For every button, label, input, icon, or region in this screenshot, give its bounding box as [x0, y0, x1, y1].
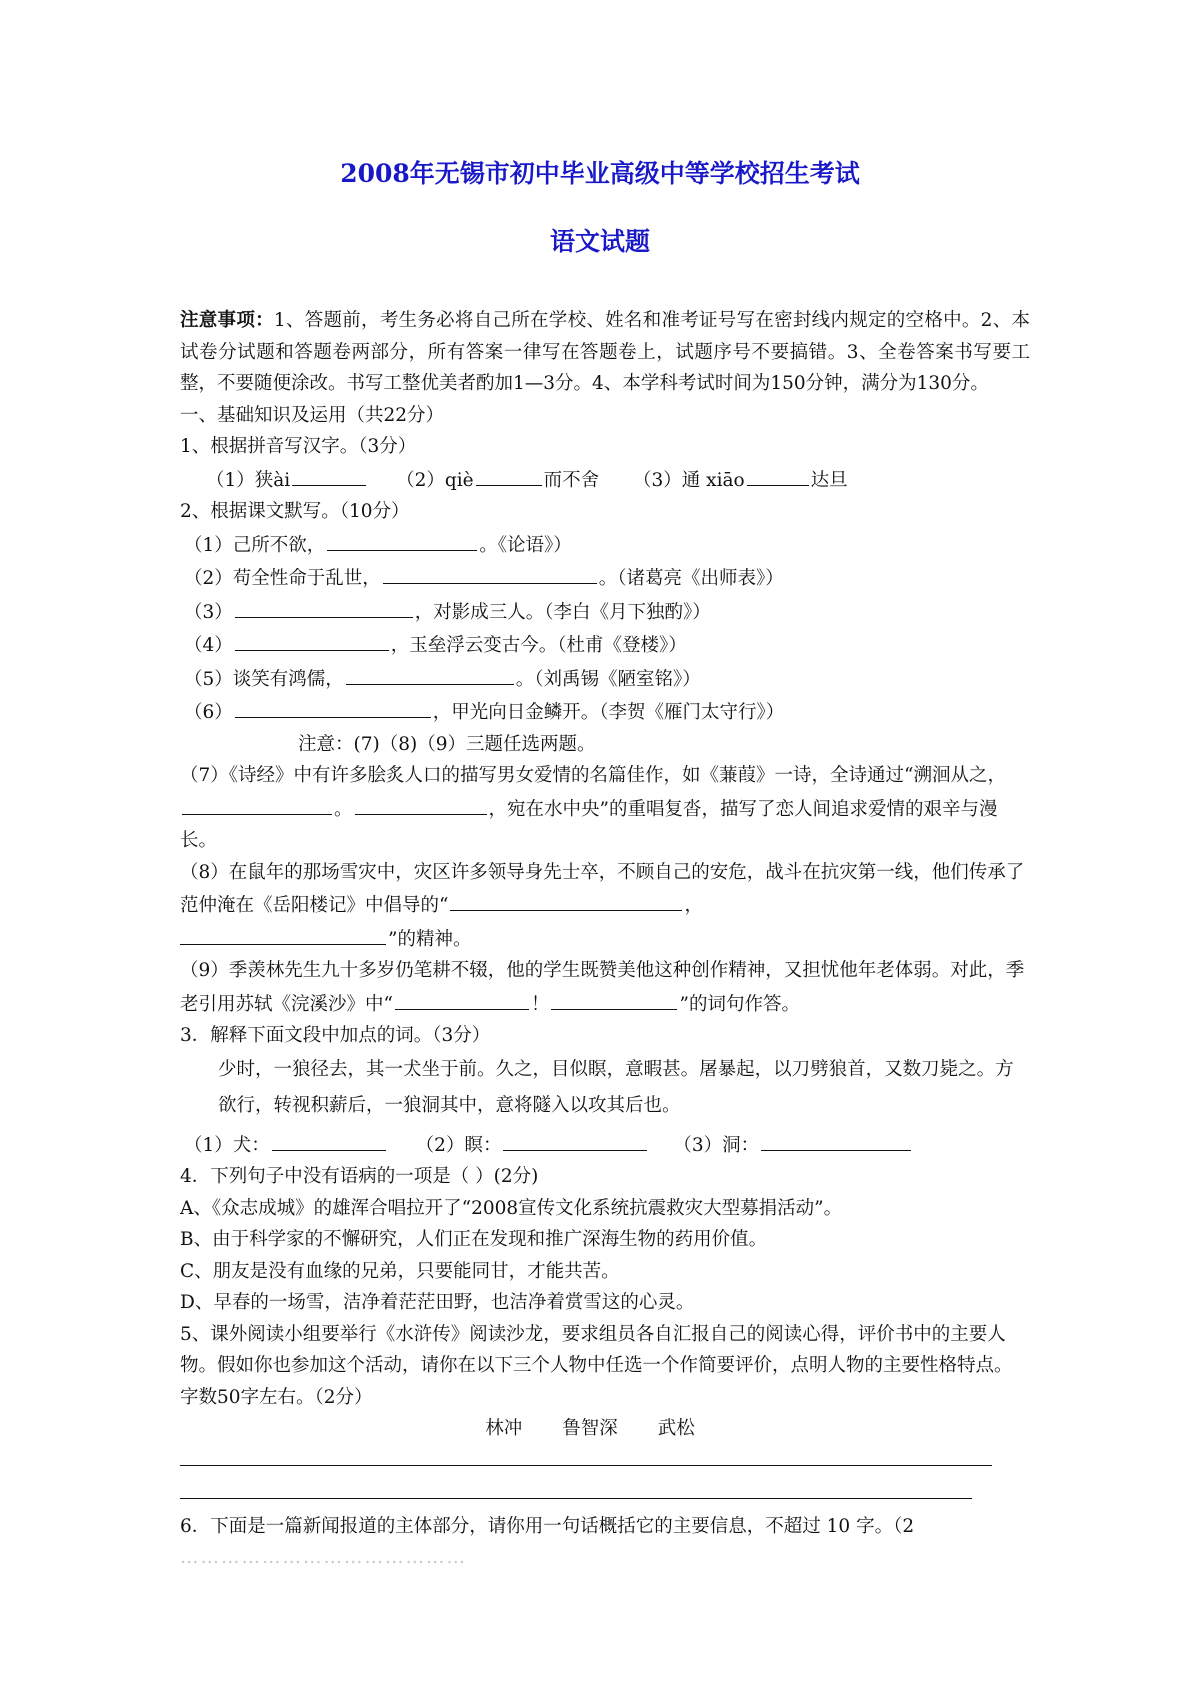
passage-text-d: 其中，意将隧入以攻其后也。: [440, 1094, 681, 1116]
q2-l5-pre: （5）谈笑有鸿儒，: [184, 668, 344, 690]
q2-line6: [180, 695, 1030, 729]
q3-answer2-label: （2）瞑：: [415, 1134, 502, 1156]
q2-item7: [180, 760, 1030, 857]
q7-text-a: （7）《诗经》中有许多脍炙人口的描写男女爱情的名篇佳作，如《蒹葭》一诗，全诗通过“溯洄从之，: [180, 765, 1006, 786]
answer-blank: [272, 1128, 386, 1151]
q1-item3: （3）通 xiāo: [633, 469, 745, 491]
q2-l5-post: 。（刘禹锡《陋室铭》）: [515, 668, 701, 690]
q9-text-b: ！: [530, 993, 550, 1015]
q2-line1: [180, 528, 1030, 562]
q4-option-d: D、早春的一场雪，洁净着茫茫田野，也洁净着赏雪这的心灵。: [180, 1292, 695, 1313]
q2-line5: [180, 662, 1030, 696]
q2-l1-pre: （1）己所不欲，: [184, 534, 326, 556]
q2-choice-note: 注意：(7)（8)（9）三题任选两题。: [298, 733, 596, 755]
q4-stem: 4．下列句子中没有语病的一项是（ ）(2分): [180, 1166, 539, 1187]
person-wu-song: 武松: [657, 1418, 695, 1439]
person-lu-zhishen: 鲁智深: [562, 1418, 618, 1439]
answer-blank: [747, 463, 809, 486]
q4-option-c: C、朋友是没有血缘的兄弟，只要能同甘，才能共苦。: [180, 1260, 620, 1282]
q2-item9: [180, 955, 1030, 1020]
answer-blank: [551, 987, 677, 1010]
answer-blank: [182, 792, 332, 815]
q2-line2: [180, 561, 1030, 595]
q3-answers: [180, 1128, 1030, 1162]
q9-text-a: （9）季羡林先生九十多岁仍笔耕不辍，他的学生既赞美他这种创作精神，又担忧他年老体弱。对此，季老引用苏轼《浣溪沙》中“: [180, 960, 1025, 1015]
exam-subtitle: 语文试题: [549, 227, 650, 256]
q7-text-c: ，宛在水中央”的重唱复沓，描写了恋人间追求爱情的艰辛与漫长。: [180, 798, 998, 851]
dotted-word-3: 洞: [421, 1094, 441, 1116]
answer-blank: [235, 595, 413, 618]
q9-text-c: ”的词句作答。: [679, 993, 800, 1015]
q8-text-a: （8）在鼠年的那场雪灾中，灾区许多领导身先士卒，不顾自己的安危，战斗在抗灾第一线，他们传承了范仲淹在《岳阳楼记》中倡导的“: [180, 861, 1025, 916]
q8-text-b: ，: [684, 895, 703, 916]
q1-item3-after: 达旦: [810, 469, 848, 491]
dotted-word-2: 瞑: [588, 1058, 607, 1080]
q1-stem: 1、根据拼音写汉字。（3分）: [180, 436, 417, 457]
q1-item2-after: 而不舍: [543, 469, 600, 491]
answer-blank: [346, 662, 514, 685]
q2-l6-post: ，甲光向日金鳞开。（李贺《雁门太守行》）: [432, 702, 785, 723]
q3-stem: 3．解释下面文段中加点的词。（3分）: [180, 1025, 491, 1046]
answer-blank: [476, 463, 542, 486]
passage-text-c: ，意暇甚。屠暴起，以刀劈狼首，又数刀毙之。方欲行，转视积薪后，一狼: [218, 1058, 1014, 1116]
q6-stem: 6．下面是一篇新闻报道的主体部分，请你用一句话概括它的主要信息，不超过 10 字。（2: [180, 1515, 915, 1537]
answer-blank: [395, 987, 529, 1010]
answer-blank: [235, 695, 431, 718]
answer-blank: [235, 628, 389, 651]
q2-line3: [180, 595, 1030, 629]
passage-text-a: 少时，一狼径去，其一: [218, 1058, 404, 1080]
q5-people: [180, 1413, 1030, 1445]
q2-l3-post: ，对影成三人。（李白《月下独酌》）: [414, 601, 711, 623]
answer-blank: [503, 1128, 647, 1151]
q2-line4: [180, 628, 1030, 662]
q8-text-c: ”的精神。: [388, 928, 472, 950]
q6-cutoff-text: ……………………………………: [180, 1547, 467, 1568]
notice-label: 注意事项：: [180, 310, 274, 331]
answer-blank: [327, 528, 477, 551]
q3-answer1-label: （1）犬：: [184, 1134, 270, 1156]
q1-items: [180, 463, 1030, 497]
answer-blank: [180, 922, 386, 945]
answer-blank: [355, 792, 487, 815]
passage-text-b: 坐于前。久之，目似: [421, 1058, 589, 1080]
q4-option-b: B、由于科学家的不懈研究，人们正在发现和推广深海生物的药用价值。: [180, 1229, 768, 1250]
exam-title: 2008年无锡市初中毕业高级中等学校招生考试: [340, 159, 860, 188]
dotted-word-1: 犬: [403, 1058, 422, 1080]
q2-stem: 2、根据课文默写。（10分）: [180, 501, 410, 522]
notice-paragraph: [180, 305, 1030, 400]
q2-l2-pre: （2）苟全性命于乱世，: [184, 568, 381, 589]
notice-text: 1、答题前，考生务必将自己所在学校、姓名和准考证号写在密封线内规定的空格中。2、本试卷分试题和答题卷两部分，所有答案一律写在答题卷上，试题序号不要搞错。3、全卷答案书写要工整，不要随便涂改。书写工整优美者酌加1—3分。4、本学科考试时间为150分钟，满分为130分。: [180, 310, 1030, 394]
q1-item1: （1）狭ài: [206, 469, 291, 491]
q2-l4-post: ，玉垒浮云变古今。（杜甫《登楼》）: [390, 635, 687, 656]
person-lin-chong: 林冲: [485, 1418, 523, 1439]
q5-stem: 5、课外阅读小组要举行《水浒传》阅读沙龙，要求组员各自汇报自己的阅读心得，评价书中的主要人物。假如你也参加这个活动，请你在以下三个人物中任选一个作简要评价，点明人物的主要性格特点。字数50字左右。（2分）: [180, 1323, 1013, 1408]
q1-item2: （2）qiè: [396, 469, 474, 491]
answer-blank: [761, 1128, 911, 1151]
answer-line: [180, 1445, 992, 1466]
q2-l4-pre: （4）: [184, 635, 233, 656]
q3-passage: [180, 1052, 1030, 1124]
q2-item8: [180, 857, 1030, 956]
q2-l6-pre: （6）: [184, 702, 233, 723]
exam-content: [180, 305, 1030, 1574]
q2-l1-post: 。《论语》）: [479, 534, 572, 556]
q3-answer3-label: （3）洞：: [673, 1134, 760, 1156]
q2-l2-post: 。（诸葛亮《出师表》）: [598, 568, 784, 589]
q2-l3-pre: （3）: [184, 601, 233, 623]
q7-text-b: 。: [334, 798, 353, 820]
answer-line: [180, 1478, 972, 1499]
section-heading: 一、基础知识及运用（共22分）: [180, 404, 445, 426]
answer-blank: [292, 463, 366, 486]
answer-blank: [383, 561, 597, 584]
q4-option-a: A、《众志成城》的雄浑合唱拉开了“2008宣传文化系统抗震救灾大型募捐活动”。: [180, 1197, 843, 1219]
answer-blank: [450, 888, 682, 911]
